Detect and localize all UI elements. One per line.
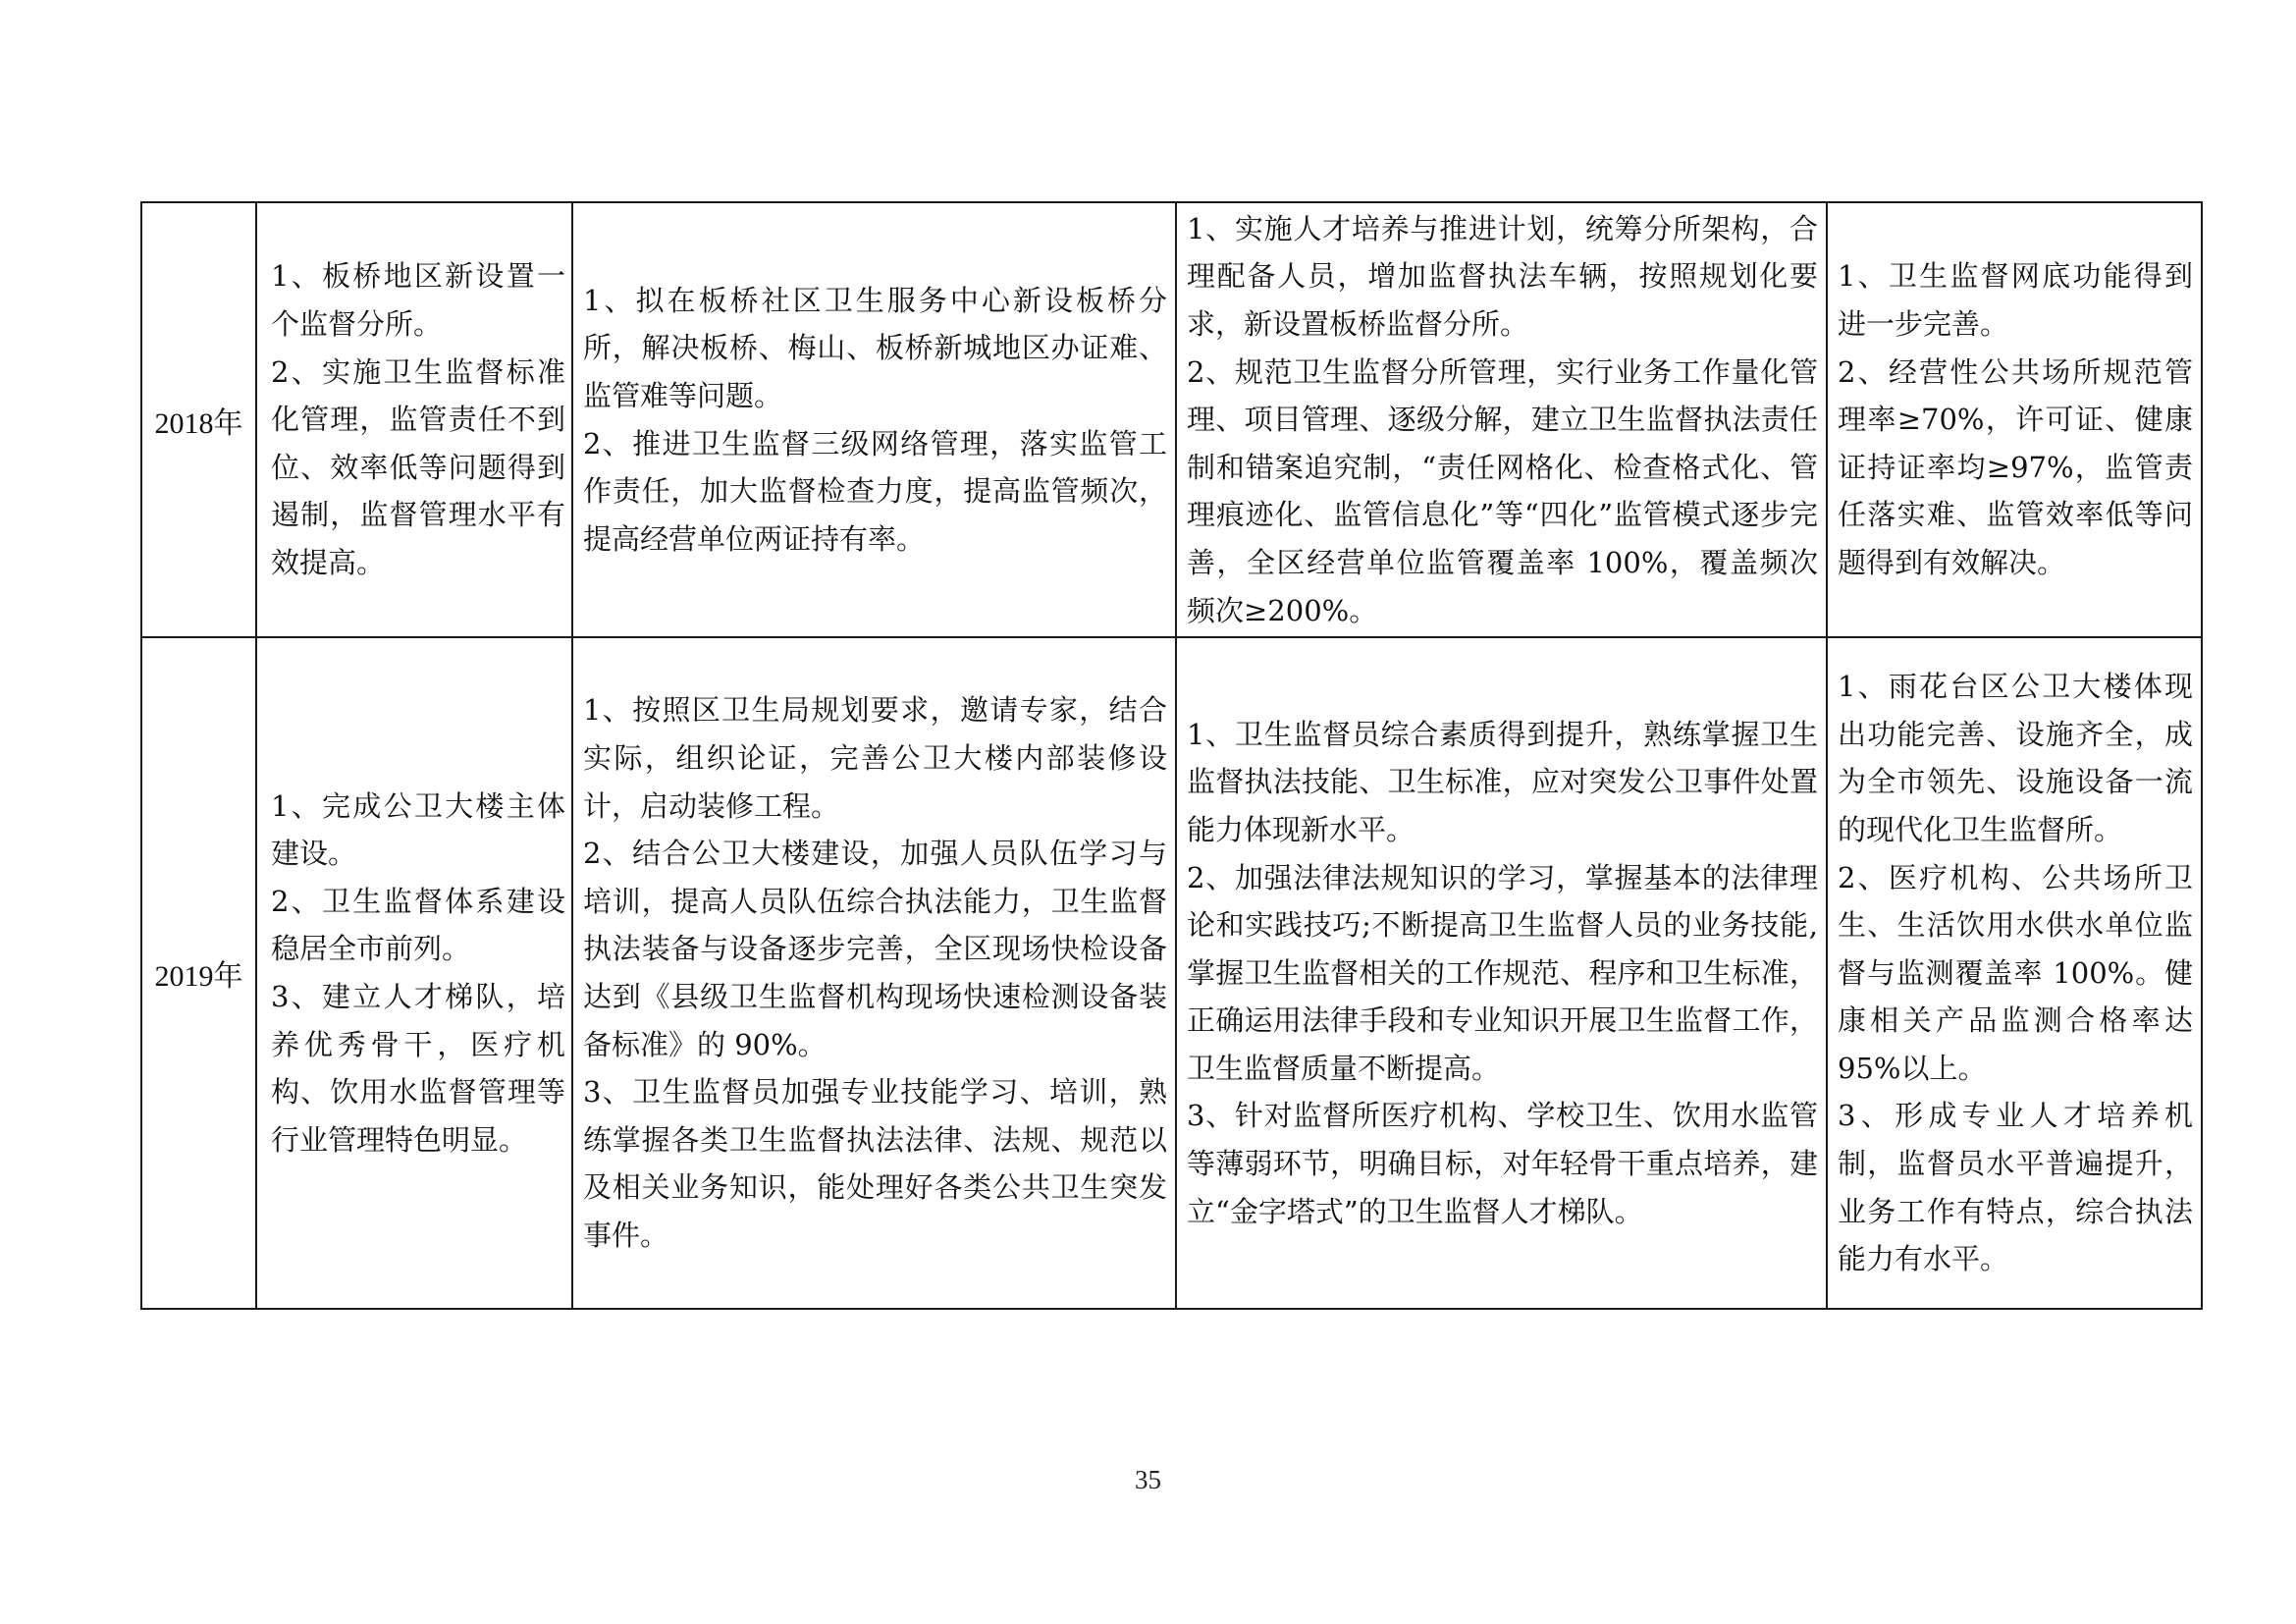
cell-item: 2、实施卫生监督标准化管理，监管责任不到位、效率低等问题得到遏制，监督管理水平有效提高。 — [271, 354, 565, 579]
table-row — [141, 202, 2202, 637]
cell-item: 1、按照区卫生局规划要求，邀请专家，结合实际，组织论证，完善公卫大楼内部装修设计，启动装修工程。 — [583, 693, 1167, 823]
table-cell — [572, 202, 1176, 637]
table-cell — [1827, 637, 2202, 1309]
year-cell — [141, 637, 256, 1309]
cell-item: 1、拟在板桥社区卫生服务中心新设板桥分所，解决板桥、梅山、板桥新城地区办证难、监管难等问题。 — [583, 283, 1167, 412]
cell-item: 2、卫生监督体系建设稳居全市前列。 — [271, 884, 565, 966]
cell-item: 2、推进卫生监督三级网络管理，落实监管工作责任，加大监督检查力度，提高监管频次，提高经营单位两证持有率。 — [583, 426, 1167, 556]
table-cell — [1176, 202, 1827, 637]
cell-item: 1、卫生监督员综合素质得到提升，熟练掌握卫生监督执法技能、卫生标准，应对突发公卫事件处置能力体现新水平。 — [1187, 717, 1818, 846]
table-cell — [256, 637, 572, 1309]
year-label: 2018年 — [154, 406, 243, 440]
table-row — [141, 637, 2202, 1309]
table-cell — [572, 637, 1176, 1309]
cell-item: 2、加强法律法规知识的学习，掌握基本的法律理论和实践技巧;不断提高卫生监督人员的业务技能,掌握卫生监督相关的工作规范、程序和卫生标准，正确运用法律手段和专业知识开展卫生监督工作，卫生监督质量不断提高。 — [1187, 860, 1818, 1085]
cell-item: 3、建立人才梯队，培养优秀骨干，医疗机构、饮用水监督管理等行业管理特色明显。 — [271, 980, 565, 1157]
plan-table — [140, 201, 2203, 1310]
cell-item: 1、实施人才培养与推进计划，统筹分所架构，合理配备人员，增加监督执法车辆，按照规划化要求，新设置板桥监督分所。 — [1187, 211, 1818, 342]
cell-item: 3、针对监督所医疗机构、学校卫生、饮用水监管等薄弱环节，明确目标，对年轻骨干重点培养，建立“金字塔式”的卫生监督人才梯队。 — [1187, 1099, 1818, 1228]
cell-item: 1、雨花台区公卫大楼体现出功能完善、设施齐全，成为全市领先、设施设备一流的现代化卫生监督所。 — [1838, 670, 2193, 846]
cell-item: 1、完成公卫大楼主体建设。 — [271, 788, 565, 871]
year-cell — [141, 202, 256, 637]
table-cell — [1176, 637, 1827, 1309]
cell-item: 2、经营性公共场所规范管理率≥70%，许可证、健康证持证率均≥97%，监管责任落实难、监管效率低等问题得到有效解决。 — [1838, 354, 2193, 579]
cell-item: 3、形成专业人才培养机制，监督员水平普遍提升，业务工作有特点，综合执法能力有水平。 — [1838, 1099, 2193, 1276]
page-number: 35 — [1135, 1465, 1161, 1494]
year-label: 2019年 — [154, 960, 243, 993]
table-cell — [1827, 202, 2202, 637]
cell-item: 2、结合公卫大楼建设，加强人员队伍学习与培训，提高人员队伍综合执法能力，卫生监督执法装备与设备逐步完善，全区现场快检设备达到《县级卫生监督机构现场快速检测设备装备标准》的 90%。 — [583, 837, 1167, 1061]
cell-item: 2、医疗机构、公共场所卫生、生活饮用水供水单位监督与监测覆盖率 100%。健康相关产品监测合格率达 95%以上。 — [1838, 860, 2193, 1085]
table-cell — [256, 202, 572, 637]
cell-item: 1、卫生监督网底功能得到进一步完善。 — [1838, 259, 2193, 342]
cell-item: 1、板桥地区新设置一个监督分所。 — [271, 259, 565, 342]
cell-item: 3、卫生监督员加强专业技能学习、培训，熟练掌握各类卫生监督执法法律、法规、规范以及相关业务知识，能处理好各类公共卫生突发事件。 — [583, 1075, 1167, 1252]
cell-item: 2、规范卫生监督分所管理，实行业务工作量化管理、项目管理、逐级分解，建立卫生监督执法责任制和错案追究制，“责任网格化、检查格式化、管理痕迹化、监管信息化”等“四化”监管模式逐步完善，全区经营单位监管覆盖率 100%，覆盖频次频次≥200%。 — [1187, 354, 1818, 627]
